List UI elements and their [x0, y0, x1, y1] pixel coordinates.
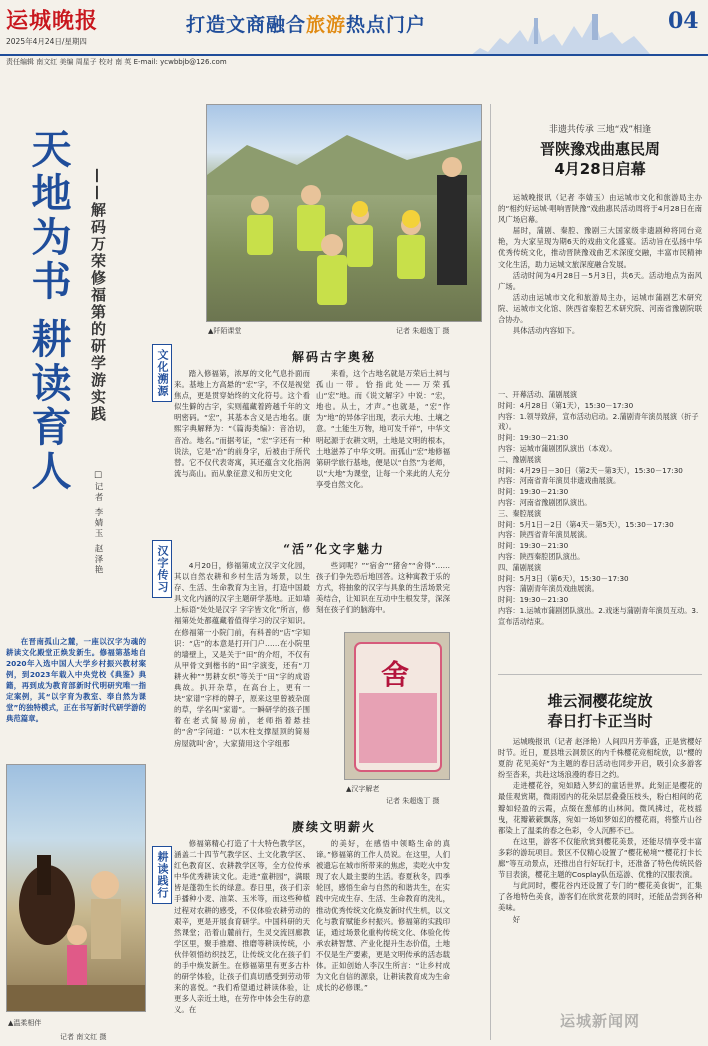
photo-field-credit: 记者 朱超逸丁 摄 [396, 327, 450, 335]
section-3-column-2: 的美好，在感悟中领略生命的真谛。”修福第的工作人员说。在这里，人们被遗忘在城市所带来的焦虑，卖吃火中发现了农人最主要的生活。春夏秋冬，四季轮回，感悟生命与自然的和谐共生，在实践中完成生存、生活、生命教育的洗礼，推动优秀传统文化焕发新时代生机，以文化与教育赋能乡村振兴。修福第的实践印证，通过场景化重构传统文化、体验化传承农耕智慧、产业化提升生态价值，土地不仅是生产要素，更是文明传承的活态载体。正如创始人李汉生所言：“让乡村成为文化自信的源泉，让耕读教育成为生命成长的必修课。” [316, 839, 450, 993]
schedule-line: 内容：河南省青年演员非遗戏曲展演。 [498, 476, 621, 486]
opera-kicker: 非遗共传承 三地“戏”相逢 [548, 125, 652, 135]
schedule-line: 三、秦腔展演 [498, 508, 542, 518]
watermark: 运城新闻网 [560, 1012, 641, 1030]
opera-body-p2: 届时，蒲剧、秦腔、豫剧三大国家级非遗剧种将同台竞艳，为大家呈现为期6天的戏曲文化盛宴。活动旨在弘扬中华优秀传统文化，推动晋陕豫戏曲艺术深度交融，丰富市民精神文化生活，助力运城文旅深度融合发展。 [498, 226, 702, 269]
cherry-body-p2: 走进樱花谷，宛如踏入梦幻的童话世界。此刻正是樱花的最佳观赏期，微雨园内的花朵层层叠叠压枝头，粉白相间的花瓣如轻盈的云霞，点缀在葱郁的山林间。微风拂过，花枝摇曳，花瓣簌簌飘落，宛如一场如梦如幻的樱花雨，将整片山谷都染上了温柔的春之色彩，令人沉醉不已。 [498, 781, 702, 835]
opera-body-p4: 活动由运城市文化和旅游局主办，运城市蒲剧艺术研究院、运城市文化馆、陕西省秦腔艺术研究院、河南省豫剧院联合协办。 [498, 292, 702, 325]
opera-body-p5: 具体活动内容如下。 [512, 326, 580, 336]
photo-poster [344, 632, 450, 780]
section-heading-1: 解码古字奥秘 [291, 350, 376, 364]
masthead-rule [0, 54, 708, 56]
schedule-line: 时间：4月28日（第1天），15:30－17:30 [498, 400, 634, 410]
skyline-decoration [470, 8, 650, 58]
schedule-line: 内容：1.领导致辞，宣布活动启动。2.蒲剧青年演员展演（折子戏）。 [498, 411, 699, 432]
section-label-character-study: 汉字传习 [152, 540, 172, 598]
section-label-farming-practice: 耕读践行 [152, 846, 172, 904]
masthead-slogan [186, 10, 426, 37]
cherry-title-line1: 堆云洞樱花绽放 [547, 692, 653, 710]
schedule-line: 四、蒲剧展演 [498, 562, 542, 572]
schedule-line: 内容：1.运城市蒲剧团队演出。2.戏迷与蒲剧青年演员互动。3.宣布活动结束。 [498, 605, 699, 626]
photo-field-class [206, 104, 482, 322]
schedule-line: 内容：河南省豫剧团队演出。 [498, 497, 592, 507]
cherry-body [498, 736, 702, 1036]
schedule-line: 时间：19:30－21:30 [498, 595, 569, 605]
opera-schedule [498, 390, 702, 628]
schedule-line: 时间：19:30－21:30 [498, 433, 569, 443]
cherry-body-p1: 运城晚报讯（记者 赵泽艳）人间四月芳菲盛，正是赏樱好时节。近日，夏县堆云洞景区的内千株樱花竞相绽放，以“樱的夏韵 花见美好”为主题的春日活动也同步开启，吸引众多游客纷至沓来，共赴这场浪漫的春日之约。 [498, 737, 702, 780]
section-2-column-2: 些词呢？”“宿舍”“猪舍”“舍得”……孩子们争先恐后地回答。这种寓教于乐的方式，将抽象的汉字与具象的生活场景完美结合，让知识在互动中生根发芽，深深刻在孩子们的脑海中。 [316, 561, 450, 615]
schedule-line: 时间：5月1日－2日（第4天－第5天），15:30－17:30 [498, 519, 674, 529]
main-subtitle: ——解码万荣修福第的研学游实践 [89, 168, 107, 423]
schedule-line: 内容：蒲剧青年演员戏曲展演。 [498, 584, 599, 594]
schedule-line: 时间：19:30－21:30 [498, 487, 569, 497]
masthead [0, 0, 708, 68]
slogan-part-b: 旅游 [306, 14, 347, 36]
schedule-line: 时间：4月29日－30日（第2天－第3天），15:30－17:30 [498, 465, 683, 475]
cherry-body-p3: 在这里，游客不仅能欣赏到樱花美景，还能尽情享受丰富多彩的游玩项目。景区不仅精心设置了“樱花秘境”“樱花打卡长廊”等互动景点，还推出自行好玩打卡，还准备了特色传统民俗节目表演，樱花主题的Cosplay队伍巡游、优雅的汉服表演。 [498, 836, 702, 880]
cherry-body-p5: 好 [512, 914, 521, 924]
opera-title-line1: 晋陕豫戏曲惠民周 [539, 140, 660, 158]
section-3-column-1: 修福第精心打造了十大特色教学区，涵盖二十四节气教学区、土文化教学区、红色教育区、农耕教学区等，全方位传承中华优秀耕读文化。走进“童耕园”，满眼皆是蓬勃生长的绿意。春日里，孩子们亲手播种小麦、油菜、玉米等，而这些种植过程对农耕的感受，不仅体验农耕劳动的艰辛，更是开展食育研学。中国科研的天然课堂；沿着山麓前行，生灵交流回廊教学区里，聚手推磨、推磨等耕读传统，小伙伴领悟纺织技艺，让传统文化在孩子们的手中焕发新生。在修福第里有更多古朴的研学体验，让孩子们真切感受到劳动带来的喜悦。“我们希望通过耕读体验，让更多人亲近土地，在劳作中体会生存的意义。在 [174, 839, 310, 1015]
schedule-line: 一、开幕活动、蒲剧展演 [498, 390, 578, 399]
intro-paragraph: 在晋南孤山之麓，一座以汉字为魂的耕读文化殿堂正焕发新生。修福第基地自2020年入选中国人大学乡村振兴教材案例，到2023年载入中央党校《典鉴》典籍，再到成为教育部新时代明研究唯一指定案例，其“以字育为教室、奉自然为课堂”的独特模式，正在书写新时代研学游的典范篇章。 [6, 637, 146, 723]
section-1-column-2: 来看，这个古地名就是万荣后土祠与孤山一带。恰指此处——万荣孤山“宏”地。而《说文解字》中说：“宏，地也。从土，才声。”也就是，“宏”作为“地”的异体字出现，表示大地、土壤之意。“土能生万物，地可发千祥”，中华文明起源于农耕文明，土地是文明的根本，土地滋养了中华文明。而孤山“宏”地修福第研学旅行基地，便是以“自然”为老师，以“大地”为课堂，让每一个来此的人充分享受自然文化。 [316, 369, 450, 489]
photo-field-caption: ▲阡陌课堂 [208, 327, 242, 335]
cherry-title-line2: 春日打卡正当时 [547, 712, 653, 730]
schedule-line: 时间：5月3日（第6天），15:30－17:30 [498, 573, 629, 583]
photo-horse-caption: ▲温柔相伴 [8, 1019, 42, 1027]
right-section-divider [498, 674, 702, 675]
schedule-line: 时间：19:30－21:30 [498, 541, 569, 551]
section-heading-2: “活”化文字魅力 [283, 542, 385, 556]
opera-body [498, 192, 702, 336]
slogan-part-c: 热点门户 [346, 14, 427, 36]
poster-character: 舍 [381, 658, 410, 691]
opera-body-p3: 活动时间为4月28日－5月3日，共6天。活动地点为南风广场。 [498, 270, 702, 291]
photo-poster-caption: ▲汉字解老 [346, 785, 380, 793]
schedule-line: 内容：陕西省青年演员展演。 [498, 530, 592, 540]
cherry-body-p4: 与此同时，樱花谷内还设置了专门的“樱花美食街”，汇集了各地特色美食，游客们在欣赏花景的同时，还能品尝到各种美味。 [498, 881, 702, 913]
photo-horse-credit: 记者 南文红 摄 [60, 1033, 107, 1041]
section-2-column-1: 4月20日，修福第成立汉字文化园，其以自然农耕和乡村生活为场景，以生存、生活、生命教育为主旨，打造中国最具文化内涵的汉字主题研学基地。正如墙上标语“处处是汉字 字字皆文化”所言，修福第处处都蕴藏着值得学习的汉字知识。在修福第一小院门前，有科普的“店”字知识：“店”的本意是打开门户……在小院里的墙壁上，又是关于“田”的介绍，不仅有从甲骨文到楷书的“田”字演变，还有“刀耕火种”“男耕女织”等关于“田”字的成语典故。扒开杂草，在高台上，更有一块“家谱”字样的牌子，原来这里曾被杂面的草，学名叫“家谱”。一瞬研学的孩子围着在老式简易房前，老师指着悬挂的“舍”字问道：“以木柱支撑屋顶的简易房屋就叫‘舍’，大家猜用这个字组那 [174, 561, 310, 748]
schedule-line: 二、豫剧展演 [498, 454, 542, 464]
main-byline: □记者 李婧玉 赵泽艳 [93, 470, 103, 576]
staff-line: 责任编辑 南文红 美编 周星子 校对 南 英 E-mail: ycwbbjb@126.com [6, 58, 227, 66]
section-heading-3: 赓续文明薪火 [291, 820, 376, 834]
opera-body-p1: 运城晚报讯（记者 李婧玉）由运城市文化和旅游局主办的“相约好运城·唱响晋陕豫”戏曲惠民活动周将于4月28日在南风广场启幕。 [498, 193, 702, 225]
masthead-logo: 运城晚报 [6, 8, 99, 34]
main-title-line1: 天地为书 [25, 128, 72, 304]
slogan-part-a: 打造文商融合 [186, 14, 307, 36]
section-1-column-1: 踏入修福第，浓厚的文化气息扑面而来。基地上方高悬的“宏”字，不仅是视觉焦点，更是贯穿始终的文化符号。这个看似生僻的古字，实则蕴藏着跨越千年的文明密码。“宏”，其基本含义是古地名。康熙字典解释为：“《篇海类编》：音冶切，音冶。地名。”而据考证，“宏”字还有一种说法，它是“冶”的前身字，后被由于所代替。它不仅代表寄寓，其还蕴含文化指润流与高山。而从象征意义和历史文化 [174, 369, 310, 478]
schedule-line: 内容：运城市蒲剧团队演出（本戏）。 [498, 443, 617, 453]
main-title-line2: 耕读育人 [25, 318, 72, 494]
photo-horse [6, 764, 146, 1012]
masthead-date: 2025年4月24日/星期四 [6, 37, 87, 46]
section-label-culture-origin: 文化溯源 [152, 344, 172, 402]
page-number: 04 [668, 8, 699, 34]
schedule-line: 内容：陕西秦腔团队演出。 [498, 551, 585, 561]
column-divider [490, 104, 491, 1040]
opera-title-line2: 4月28日启幕 [554, 160, 646, 178]
photo-poster-credit: 记者 朱超逸丁 摄 [386, 797, 440, 805]
